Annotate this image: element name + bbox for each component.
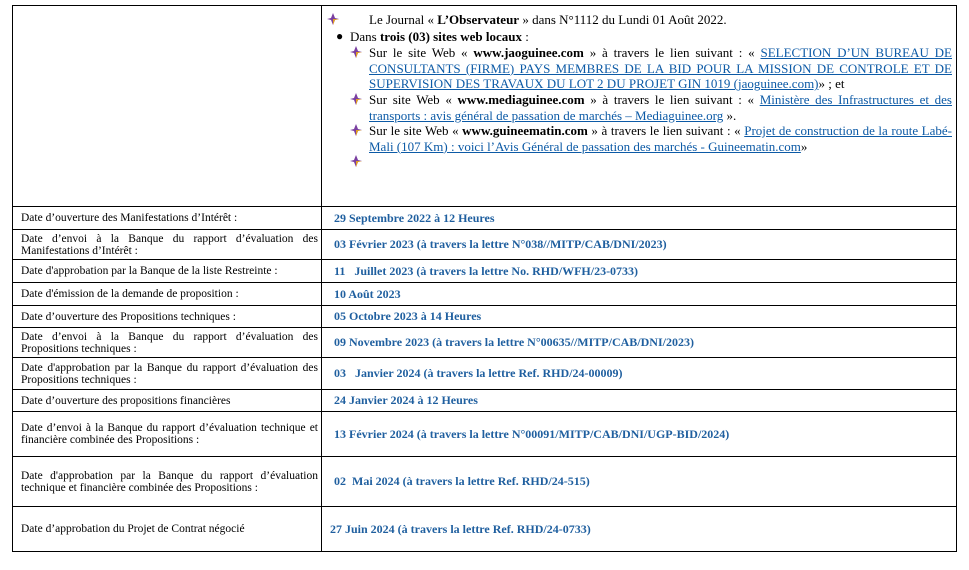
site1-prefix: Sur le site Web «	[369, 45, 474, 61]
site1-suffix: » ; et	[818, 76, 845, 92]
site2-suffix: ».	[723, 107, 737, 123]
site1-mid: » à travers le lien suivant : «	[583, 45, 761, 61]
row-value-cell	[322, 283, 957, 306]
row-value: 29 Septembre 2022 à 12 Heures	[334, 210, 495, 225]
row-label: Date d’envoi à la Banque du rapport d’évaluation des Manifestations d’Intérêt :	[13, 230, 322, 260]
site1-item	[326, 45, 952, 92]
table-row	[13, 260, 957, 283]
row-label: Date d'approbation par la Banque de la liste Restreinte :	[13, 260, 322, 283]
procurement-table	[12, 5, 957, 552]
sites-suffix: :	[522, 28, 529, 44]
journal-name: L’Observateur	[437, 12, 520, 27]
site3-link[interactable]: Projet de construction de la route Labé-Mali (107 Km) : voici l’Avis Général de passation des marchés - Guineematin.com	[369, 123, 952, 154]
row-label: Date d’approbation du Projet de Contrat négocié	[13, 507, 322, 552]
site2-prefix: Sur site Web «	[369, 91, 458, 107]
row-value-cell	[322, 306, 957, 328]
table-row	[13, 507, 957, 552]
row-value-cell	[322, 507, 957, 552]
site3-item	[326, 123, 952, 154]
journal-suffix: » dans N°1112 du Lundi 01 Août 2022.	[519, 12, 727, 27]
row-value: 10 Août 2023	[334, 286, 401, 301]
site3-suffix: »	[800, 138, 808, 154]
row-label: Date d'approbation par la Banque du rapport d’évaluation des Propositions techniques :	[13, 358, 322, 390]
table-row	[13, 306, 957, 328]
site2-link[interactable]: Ministère des Infrastructures et des transports : avis général de passation de marchés – Mediaguinee.org	[369, 91, 952, 123]
row-value: 02 Mai 2024 (à travers la lettre Ref. RHD/24-515)	[334, 474, 590, 488]
site1-link[interactable]: SELECTION D’UN BUREAU DE CONSULTANTS (FIRME) PAYS MEMBRES DE LA BID POUR LA MISSION DE CONTROLE ET DE SUPERVISION DES TRAVAUX DU LOT 2 DU PROJET GIN 1019 (jaoguinee.com)	[369, 45, 952, 92]
table-row	[13, 207, 957, 230]
row-value: 03 Janvier 2024 (à travers la lettre Ref. RHD/24-00009)	[334, 366, 623, 380]
row-value-cell	[322, 358, 957, 390]
publication-details	[322, 6, 957, 207]
pushpin-icon	[350, 46, 362, 58]
row-value: 27 Juin 2024 (à travers la lettre Ref. RHD/24-0733)	[330, 521, 591, 536]
site3-mid: » à travers le lien suivant : «	[587, 123, 745, 139]
pushpin-icon	[350, 93, 362, 105]
sites-bold: trois (03) sites web locaux	[379, 28, 522, 44]
table-row	[13, 358, 957, 390]
row-value: 13 Février 2024 (à travers la lettre N°00091/MITP/CAB/DNI/UGP-BID/2024)	[334, 426, 730, 441]
row-value-cell	[322, 260, 957, 283]
site1-name: www.jaoguinee.com	[473, 45, 584, 61]
table-row	[13, 412, 957, 457]
site2-name: www.mediaguinee.com	[457, 91, 585, 107]
row-value: 09 Novembre 2023 (à travers la lettre N°00635//MITP/CAB/DNI/2023)	[334, 335, 694, 349]
site3-name: www.guineematin.com	[462, 123, 588, 139]
pushpin-icon	[350, 124, 362, 136]
pushpin-icon	[350, 155, 362, 167]
table-row	[13, 390, 957, 412]
row-value-cell	[322, 457, 957, 507]
table-row	[13, 457, 957, 507]
journal-prefix: Le Journal «	[369, 12, 438, 27]
bullet-icon: ●	[336, 28, 344, 43]
row-value-cell	[322, 230, 957, 260]
journal-item	[307, 12, 952, 28]
row-label: Date d’envoi à la Banque du rapport d’évaluation technique et financière combinée des Propositions :	[13, 412, 322, 457]
row-value-cell	[322, 390, 957, 412]
table-row	[13, 230, 957, 260]
publication-row	[13, 6, 957, 207]
row-value: 05 Octobre 2023 à 14 Heures	[334, 309, 482, 323]
sites-prefix: Dans	[350, 28, 380, 44]
row-value-cell	[322, 207, 957, 230]
row-value: 03 Février 2023 (à travers la lettre N°038//MITP/CAB/DNI/2023)	[334, 237, 667, 251]
site2-mid: » à travers le lien suivant : «	[584, 91, 760, 107]
row-label: Date d’envoi à la Banque du rapport d’évaluation des Propositions techniques :	[13, 328, 322, 358]
pushpin-icon	[327, 13, 339, 25]
row-value: 11 Juillet 2023 (à travers la lettre No. RHD/WFH/23-0733)	[334, 263, 639, 278]
row-label: Date d’ouverture des Manifestations d’Intérêt :	[13, 207, 322, 230]
sites-item	[326, 29, 952, 45]
row-label: Date d’ouverture des Propositions techniques :	[13, 306, 322, 328]
row-label: Date d'émission de la demande de proposition :	[13, 283, 322, 306]
site2-item	[326, 92, 952, 123]
empty-cell	[13, 6, 322, 207]
row-value: 24 Janvier 2024 à 12 Heures	[334, 393, 478, 407]
row-value-cell	[322, 412, 957, 457]
row-label: Date d’ouverture des propositions financières	[13, 390, 322, 412]
table-row	[13, 328, 957, 358]
row-label: Date d'approbation par la Banque du rapport d’évaluation technique et financière combinée des Propositions :	[13, 457, 322, 507]
row-value-cell	[322, 328, 957, 358]
empty-item	[326, 154, 952, 168]
table-row	[13, 283, 957, 306]
site3-prefix: Sur le site Web «	[369, 123, 463, 139]
